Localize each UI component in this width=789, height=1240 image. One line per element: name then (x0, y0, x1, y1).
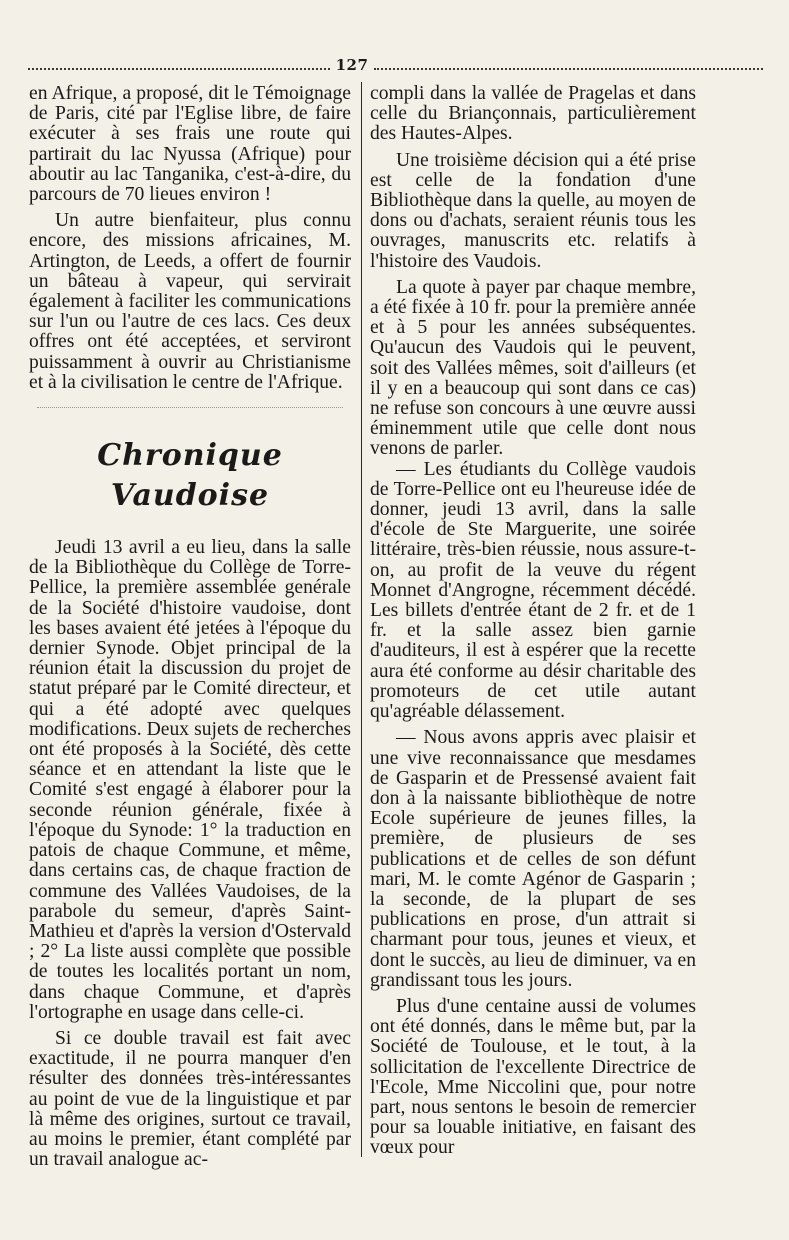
paragraph-societe-histoire: Jeudi 13 avril a eu lieu, dans la salle de la Bibliothèque du Collège de Torre-Pellice, la première assemblée genérale de la Société d'histoire vaudoise, dont les bases avaient été jetées à l'époque du dernier Synode. Objet principal de la réunion était la discussion du projet de statut préparé par le Comité directeur, et qui a été adopté avec quelques modifications. Deux sujets de recherches ont été proposés à la Société, dès cette séance et en attendant la liste que le Comité s'est engagé à élaborer pour la seconde réunion générale, fixée à l'époque du Synode: 1° la traduction en patois de chaque Commune, et même, dans certains cas, de chaque fraction de commune des Vallées Vaudoises, de la parabole du semeur, d'après Saint-Mathieu et d'après la version d'Ostervald ; 2° La liste aussi complète que possible de toutes les localités portant un nom, dans chaque Commune, et d'après l'ortographe en usage dans celle-ci. (29, 537, 351, 1023)
paragraph-double-travail: Si ce double travail est fait avec exactitude, il ne pourra manquer d'en résulter des données très-intéressantes au point de vue de la linguistique et par là même des origines, surtout ce travail, au moins le premier, étant complété par un travail analogue ac- (29, 1027, 351, 1171)
paragraph-continuation-right: compli dans la vallée de Pragelas et dans celle du Briançonnais, particulièrement des Hautes-Alpes. (370, 83, 696, 145)
right-column (370, 84, 696, 1159)
header-rule-right (374, 68, 763, 70)
page-header (28, 56, 763, 78)
paragraph-bibliotheque: Une troisième décision qui a été prise est celle de la fondation d'une Bibliothèque dans la quelle, au moyen de dons ou d'achats, seraient réunis tous les ouvrages, manuscrits etc. relatifs à l'histoire des Vaudois. (370, 149, 696, 272)
paragraph-artington: Un autre bienfaiteur, plus connu encore, des missions africaines, M. Artington, de Leeds, a offert de fournir un bâteau à vapeur, qui servirait également à faciliter les communications sur l'un ou l'autre de ces lacs. Ces deux offres ont été acceptées, et serviront puissamment à ouvrir au Christianisme et à la civilisation le centre de l'Afrique. (29, 210, 351, 393)
paragraph-etudiants: — Les étudiants du Collège vaudois de Torre-Pellice ont eu l'heureuse idée de donner, jeudi 13 avril, dans la salle d'école de Ste Marguerite, une soirée littéraire, très-bien réussie, nous assure-t-on, au profit de la veuve du régent Monnet d'Angrogne, récemment décédé. Les billets d'entrée étant de 2 fr. et de 1 fr. et la salle assez bien garnie d'auditeurs, il est à espérer que la recette aura été conforme au désir charitable des promoteurs de cet utile autant qu'agréable délassement. (370, 458, 696, 723)
left-column (29, 84, 351, 1170)
paragraph-continuation: en Afrique, a proposé, dit le Témoignage de Paris, cité par l'Eglise libre, de faire exécuter à ses frais une route qui partirait du lac Nyussa (Afrique) pour aboutir au lac Tanganika, c'est-à-dire, du parcours de 70 lieues environ ! (29, 83, 351, 206)
section-rule (37, 407, 343, 408)
page-number: 127 (335, 56, 369, 74)
paragraph-quote: La quote à payer par chaque membre, a été fixée à 10 fr. pour la première année et à 5 pour les années subséquentes. Qu'aucun des Vaudois qui le peuvent, soit des Vallées mêmes, soit d'ailleurs (et il y en a beaucoup qui sont dans ce cas) ne refuse son concours à une œuvre aussi éminemment utile que celle dont nous venons de parler. (370, 276, 696, 460)
section-heading: Chronique Vaudoise (97, 438, 283, 514)
paragraph-volumes: Plus d'une centaine aussi de volumes ont été donnés, dans le même but, par la Société de Toulouse, et le tout, à la sollicitation de l'excellente Directrice de l'Ecole, Mme Niccolini que, pour notre part, nous sentons le besoin de remercier pour sa louable initiative, en faisant des vœux pour (370, 995, 696, 1159)
header-rule-left (28, 68, 330, 70)
paragraph-gasparin: — Nous avons appris avec plaisir et une vive reconnaissance que mesdames de Gasparin et de Pressensé avaient fait don à la naissante bibliothèque de notre Ecole supérieure de jeunes filles, la première, de plusieurs de ses publications et de celles de son défunt mari, M. le comte Agénor de Gasparin ; la seconde, de la plupart de ses publications en prose, d'un attrait si charmant pour tous, jeunes et vieux, et dont le succès, au lieu de diminuer, va en grandissant tous les jours. (370, 727, 696, 991)
column-divider (361, 82, 362, 1157)
